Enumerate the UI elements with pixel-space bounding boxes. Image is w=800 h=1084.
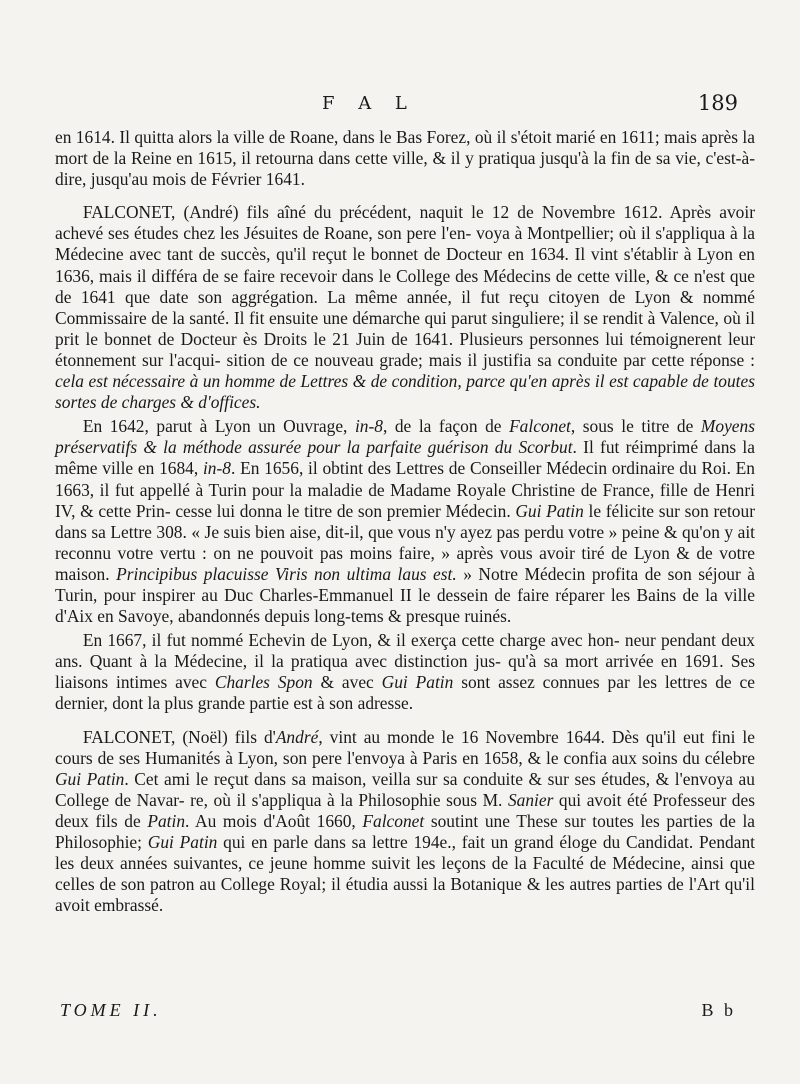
italic-run: in-8 <box>202 458 231 479</box>
body-text <box>55 127 755 916</box>
text-run: . Au mois d'Août 1660, <box>185 810 363 831</box>
text-run: , sous le <box>570 416 634 437</box>
text-run: , de la façon de <box>382 416 510 437</box>
italic-run: Falconet <box>362 810 425 831</box>
text-run: En 1642, parut à Lyon un Ouvrage, <box>82 416 355 437</box>
text-run: & avec <box>312 672 382 693</box>
text-run: maison, veilla sur sa conduite & sur ses études, & l'envoya au College de Navar- <box>55 768 755 810</box>
page-footer <box>0 1000 800 1026</box>
text-run: titre de <box>641 416 701 437</box>
text-line <box>83 202 615 222</box>
text-run: qui en parle dans sa lettre 194e., fait un <box>217 832 509 852</box>
text-run: les parties de la Philosophie; <box>55 810 755 852</box>
italic-run: Patin <box>147 810 186 831</box>
text-line <box>83 416 634 436</box>
page-number: 189 <box>697 91 738 115</box>
italic-run: Gui Patin <box>515 500 584 521</box>
text-run: Savoye, abandonnés depuis long-tems & presque ruinés. <box>118 606 512 627</box>
text-run: en 1658, & le confia aux soins du célebre <box>462 747 755 768</box>
text-run: neur pendant deux ans. Quant à la Médecine, il la pratiqua avec distinction jus- <box>55 630 756 672</box>
text-run: » Notre Médecin profita de son séjour à Turin, pour inspirer au <box>55 563 756 605</box>
italic-run: Patin <box>415 672 454 693</box>
text-run: est à son adresse. <box>293 693 414 714</box>
text-run: sont assez connues par les lettres de ce dernier, dont la plus grande partie <box>55 672 755 714</box>
text-run: . En 1656, il obtint des Lettres <box>230 458 445 479</box>
text-run: . <box>572 437 577 458</box>
italic-run: cela est <box>55 371 108 392</box>
text-run: dans sa Lettre 308. « Je suis bien aise, dit-il, que vous n'y ayez pas perdu votre <box>55 521 605 542</box>
paragraph-falconet-andre <box>55 202 755 413</box>
text-run: , vint au monde le 16 Novembre 1644. <box>318 726 605 747</box>
text-run: » peine & qu'on y ait reconnu votre vertu : on ne pouvoit pas moins faire, <box>55 521 755 563</box>
text-line <box>221 874 755 894</box>
italic-run: nécessaire à un homme de Lettres & de condition, parce qu'en après il est capable de <box>112 371 709 392</box>
italic-run: Moyens préservatifs & la méthode assurée pour la parfaite guérison du Scorbut <box>55 416 755 458</box>
italic-run: Sanier <box>507 789 554 810</box>
text-line <box>83 727 605 747</box>
text-run: re, où il s'appliqua à la Philosophie sous M. <box>190 789 508 810</box>
italic-run: Falconet <box>509 416 571 437</box>
text-run: maladie de Madame Royale Christine de France, fille de Henri IV, & cette Prin- <box>55 479 755 521</box>
text-run: FALCONET, (André) fils aîné du précédent, naquit le 12 de Novembre <box>82 202 616 223</box>
running-title: F A L <box>322 93 416 114</box>
text-line <box>55 522 604 542</box>
text-run: il y pratiqua jusqu'à la fin de sa vie, c'est-à-dire, jusqu'au mois de Février 1641. <box>55 148 755 190</box>
text-run: sition de ce nouveau grade; mais il justifia sa conduite par cette réponse : <box>226 349 755 370</box>
italic-run: Gui Patin <box>55 768 125 789</box>
italic-run: Gui <box>381 672 408 693</box>
text-line <box>175 501 755 521</box>
text-run: » après vous avoir tiré de Lyon & de votre maison. <box>55 542 755 584</box>
text-run: n'est que de 1641 que date son aggrégation. La même année, il fut reçu citoyen <box>55 265 756 307</box>
italic-run: toutes sortes de charges & d'offices. <box>55 371 755 413</box>
paragraph-ouvrage-1642 <box>55 416 755 627</box>
text-run: qu'à sa mort arrivée en 1691. Ses liaisons intimes avec <box>55 651 755 693</box>
footer-signature: TOME II. <box>60 1000 162 1020</box>
text-run: de Conseiller Médecin ordinaire du Roi. En 1663, il fut appellé à Turin pour la <box>55 458 755 500</box>
italic-run: André <box>275 726 319 747</box>
text-line <box>55 811 634 831</box>
text-line <box>190 790 755 810</box>
text-run: différa de se faire recevoir dans le College des Médecins de cette ville, & ce <box>151 265 689 286</box>
text-run: voya à Montpellier; où il s'appliqua à la Médecine avec tant de succès, qu'il <box>55 223 755 265</box>
text-run: de Lyon & nommé Commissaire de la santé. Il fit ensuite une démarche qui parut <box>55 286 755 328</box>
text-run: Dès qu'il eut fini le cours de ses Humanités à Lyon, son pere l'envoya à Paris <box>55 726 755 768</box>
italic-run: Gui Patin <box>147 832 218 852</box>
text-line <box>83 630 620 650</box>
text-line <box>293 693 413 713</box>
text-run: College Royal; il étudia aussi la Botanique & les autres parties de l'Art qu'il <box>220 874 755 895</box>
text-run: En 1667, il fut nommé Echevin de Lyon, & il exerça cette charge avec hon- <box>82 630 620 651</box>
text-run: FALCONET, (Noël) fils d' <box>82 726 276 747</box>
running-head <box>0 93 800 119</box>
text-run: avoit embrassé. <box>55 895 164 916</box>
italic-run: ultima laus est. <box>346 563 457 584</box>
italic-run: Charles Spon <box>214 672 313 693</box>
footer-signature-mark: B b <box>701 1000 736 1020</box>
text-run: en 1614. Il quitta alors la ville de Roane, dans le Bas Forez, où il s'étoit marié <box>55 127 596 147</box>
text-run: cesse lui donna le titre de son premier Médecin. <box>175 500 516 521</box>
text-run: singuliere; il se rendit à Valence, où il prit le bonnet de Docteur ès Droits le <box>55 307 755 349</box>
text-run: deux fils de <box>55 810 148 831</box>
text-run: . Cet ami le reçut dans sa <box>124 768 307 789</box>
text-run: 21 Juin de 1641. Plusieurs personnes lui témoignerent leur étonnement sur l'acqui- <box>55 328 755 370</box>
text-run: grand éloge du Candidat. Pendant les deux années suivantes, ce jeune homme <box>55 832 755 874</box>
paragraph-continuation <box>55 127 755 190</box>
text-line <box>55 895 163 915</box>
text-run: qui avoit été Professeur des <box>553 789 755 810</box>
text-line <box>112 371 709 391</box>
text-run: suivit les leçons de la Faculté de Médecine, ainsi que celles de son patron au <box>55 853 755 895</box>
text-run: en 1611; mais après la mort de la Reine en 1615, il retourna dans cette ville, & <box>55 127 755 169</box>
text-run: soutint une These sur toutes <box>424 810 634 831</box>
text-run: reçut le bonnet de Docteur en 1634. Il vint s'établir à Lyon en 1636, mais il <box>55 244 756 286</box>
italic-run: Principibus placuisse Viris non <box>116 563 341 584</box>
paragraph-echevin-1667 <box>55 630 755 714</box>
text-run: Il fut réimprimé dans la même ville en 1684, <box>55 437 755 479</box>
italic-run: in-8 <box>354 416 383 437</box>
text-run: le félicite sur son retour <box>583 500 755 521</box>
text-line <box>151 266 688 286</box>
text-line <box>118 606 511 626</box>
text-run: 1612. Après avoir achevé ses études chez les Jésuites de Roane, son pere l'en- <box>55 202 755 244</box>
text-line <box>55 127 596 147</box>
paragraph-falconet-noel <box>55 727 755 917</box>
text-run: Duc Charles-Emmanuel II le dessein de faire réparer les Bains de la ville d'Aix en <box>55 584 755 627</box>
